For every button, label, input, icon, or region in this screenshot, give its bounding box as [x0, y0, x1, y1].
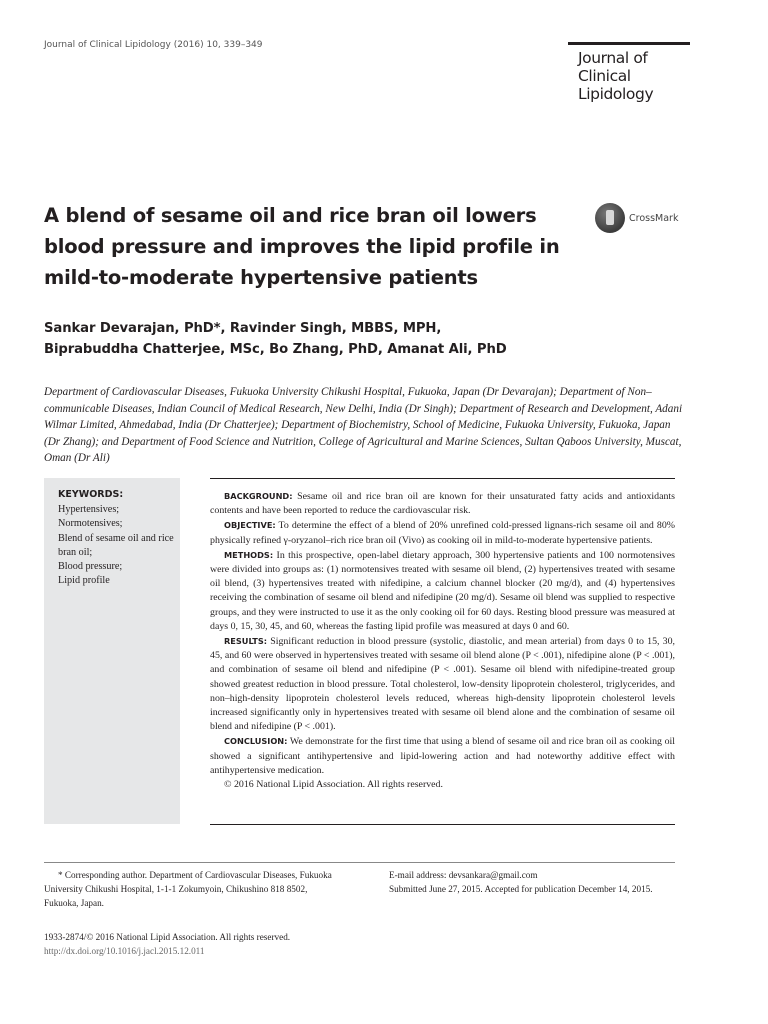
- keywords-title: KEYWORDS:: [58, 489, 124, 500]
- keyword-item: Normotensives;: [58, 518, 123, 530]
- results-text: Significant reduction in blood pressure (systolic, diastolic, and mean arterial) from days 0 to 15, 30, 45, and 60 were observed in hypertensives treated with sesame oil blend alone (P < .001), nifedipine alone (P < .001), and combination of sesame oil blend and nifedipine (P < .001). Sesame oil blend with nifedipine-treated group showed greatest reduction in blood pressure. Total cholesterol, low-density lipoprotein cholesterol, triglycerides, and non–high-density lipoprotein cholesterol levels reduced, whereas high-density lipoprotein cholesterol levels increased significantly only in hypertensives treated with sesame oil blend alone and the combination of sesame oil blend and nifedipine (P < .001).: [210, 636, 675, 733]
- abstract-copyright: © 2016 National Lipid Association. All rights reserved.: [224, 779, 443, 791]
- corresponding-author-text: * Corresponding author. Department of Cardiovascular Diseases, Fukuoka University Chikushi Hospital, 1-1-1 Zokumyoin, Chikushino 818 8502, Fukuoka, Japan.: [44, 870, 332, 909]
- corresponding-author-note: [44, 868, 344, 911]
- article-title: A blend of sesame oil and rice bran oil lowers blood pressure and improves the lipid profile in mild-to-moderate hypertensive patients: [44, 204, 560, 289]
- journal-logo-line-3: Lipidology: [578, 85, 654, 103]
- crossmark-icon: [595, 203, 625, 233]
- abstract-objective: [210, 518, 675, 547]
- methods-label: METHODS:: [224, 549, 274, 560]
- doi-link[interactable]: http://dx.doi.org/10.1016/j.jacl.2015.12.011: [44, 946, 205, 956]
- affiliations: Department of Cardiovascular Diseases, Fukuoka University Chikushi Hospital, Fukuoka, Japan (Dr Devarajan); Department of Non–communicable Diseases, Indian Council of Medical Research, New Delhi, India (Dr Singh); Department of Research and Development, Adani Wilmar Limited, Ahmedabad, India (Dr Chatterjee); Department of Biochemistry, School of Medicine, Fukuoka University, Fukuoka, Japan (Dr Zhang); and Department of Food Science and Nutrition, College of Agricultural and Marine Sciences, Sultan Qaboos University, Muscat, Oman (Dr Ali): [44, 386, 683, 464]
- journal-logo: [568, 42, 690, 103]
- issn-block: [44, 930, 290, 958]
- abstract-background: [210, 489, 675, 518]
- footnote-rule: [44, 862, 675, 863]
- keyword-item: Blend of sesame oil and rice bran oil;: [58, 532, 174, 558]
- submission-info: [375, 868, 675, 896]
- abstract-conclusion: [210, 734, 675, 778]
- abstract-results: [210, 634, 675, 734]
- background-text: Sesame oil and rice bran oil are known for their unsaturated fatty acids and antioxidants contents and have been reported to reduce the cardiovascular risk.: [210, 491, 675, 517]
- conclusion-label: CONCLUSION:: [224, 736, 288, 747]
- authors-line-1: Sankar Devarajan, PhD*, Ravinder Singh, MBBS, MPH,: [44, 321, 442, 336]
- abstract-methods: [210, 548, 675, 634]
- background-label: BACKGROUND:: [224, 491, 293, 501]
- abstract-top-rule: [210, 478, 675, 479]
- conclusion-text: We demonstrate for the first time that using a blend of sesame oil and rice bran oil as cooking oil showed a significant antihypertensive and lipid-lowering action and had noteworthy additive effect with antihypertensive medication.: [210, 736, 675, 776]
- keyword-item: Hypertensives;: [58, 504, 120, 516]
- email-address: E-mail address: devsankara@gmail.com: [389, 870, 538, 880]
- crossmark-badge[interactable]: [595, 203, 678, 233]
- keywords-panel: [44, 478, 180, 824]
- journal-logo-line-2: Clinical: [578, 67, 631, 85]
- journal-citation: Journal of Clinical Lipidology (2016) 10, 339–349: [44, 40, 263, 50]
- methods-text: In this prospective, open-label dietary approach, 300 hypertensive patients and 100 normotensives were divided into groups as: (1) normotensives treated with sesame oil blend, (2) hypertensives treated with sesame oil blend, (3) hypertensives treated with nifedipine, a calcium channel blocker (20 mg/d), and (4) hypertensives receiving the combination of sesame oil blend and nifedipine (20 mg/d). Sesame oil blend was supplied to respective groups, and they were instructed to use it as the only cooking oil for 60 days. Resting blood pressure was measured at days 0, 15, 30, 45, and 60, whereas the fasting lipid profile was measured at days 0 and 60.: [210, 549, 675, 632]
- objective-label: OBJECTIVE:: [224, 520, 276, 531]
- keyword-item: Blood pressure;: [58, 561, 123, 573]
- keyword-item: Lipid profile: [58, 575, 110, 587]
- authors-line-2: Biprabuddha Chatterjee, MSc, Bo Zhang, PhD, Amanat Ali, PhD: [44, 342, 507, 357]
- author-list: [44, 318, 604, 360]
- results-label: RESULTS:: [224, 636, 268, 647]
- objective-text: To determine the effect of a blend of 20% unrefined cold-pressed lignans-rich sesame oil and 80% physically refined γ-oryzanol–rich rice bran oil (Vivo) as cooking oil in mild-to-moderate hypertensive patients.: [210, 520, 675, 546]
- journal-logo-line-1: Journal of: [578, 49, 648, 67]
- issn-copyright: 1933-2874/© 2016 National Lipid Association. All rights reserved.: [44, 932, 291, 942]
- submission-dates: Submitted June 27, 2015. Accepted for publication December 14, 2015.: [389, 884, 653, 895]
- abstract-bottom-rule: [210, 824, 675, 825]
- crossmark-label: CrossMark: [629, 212, 679, 224]
- abstract: [210, 489, 675, 792]
